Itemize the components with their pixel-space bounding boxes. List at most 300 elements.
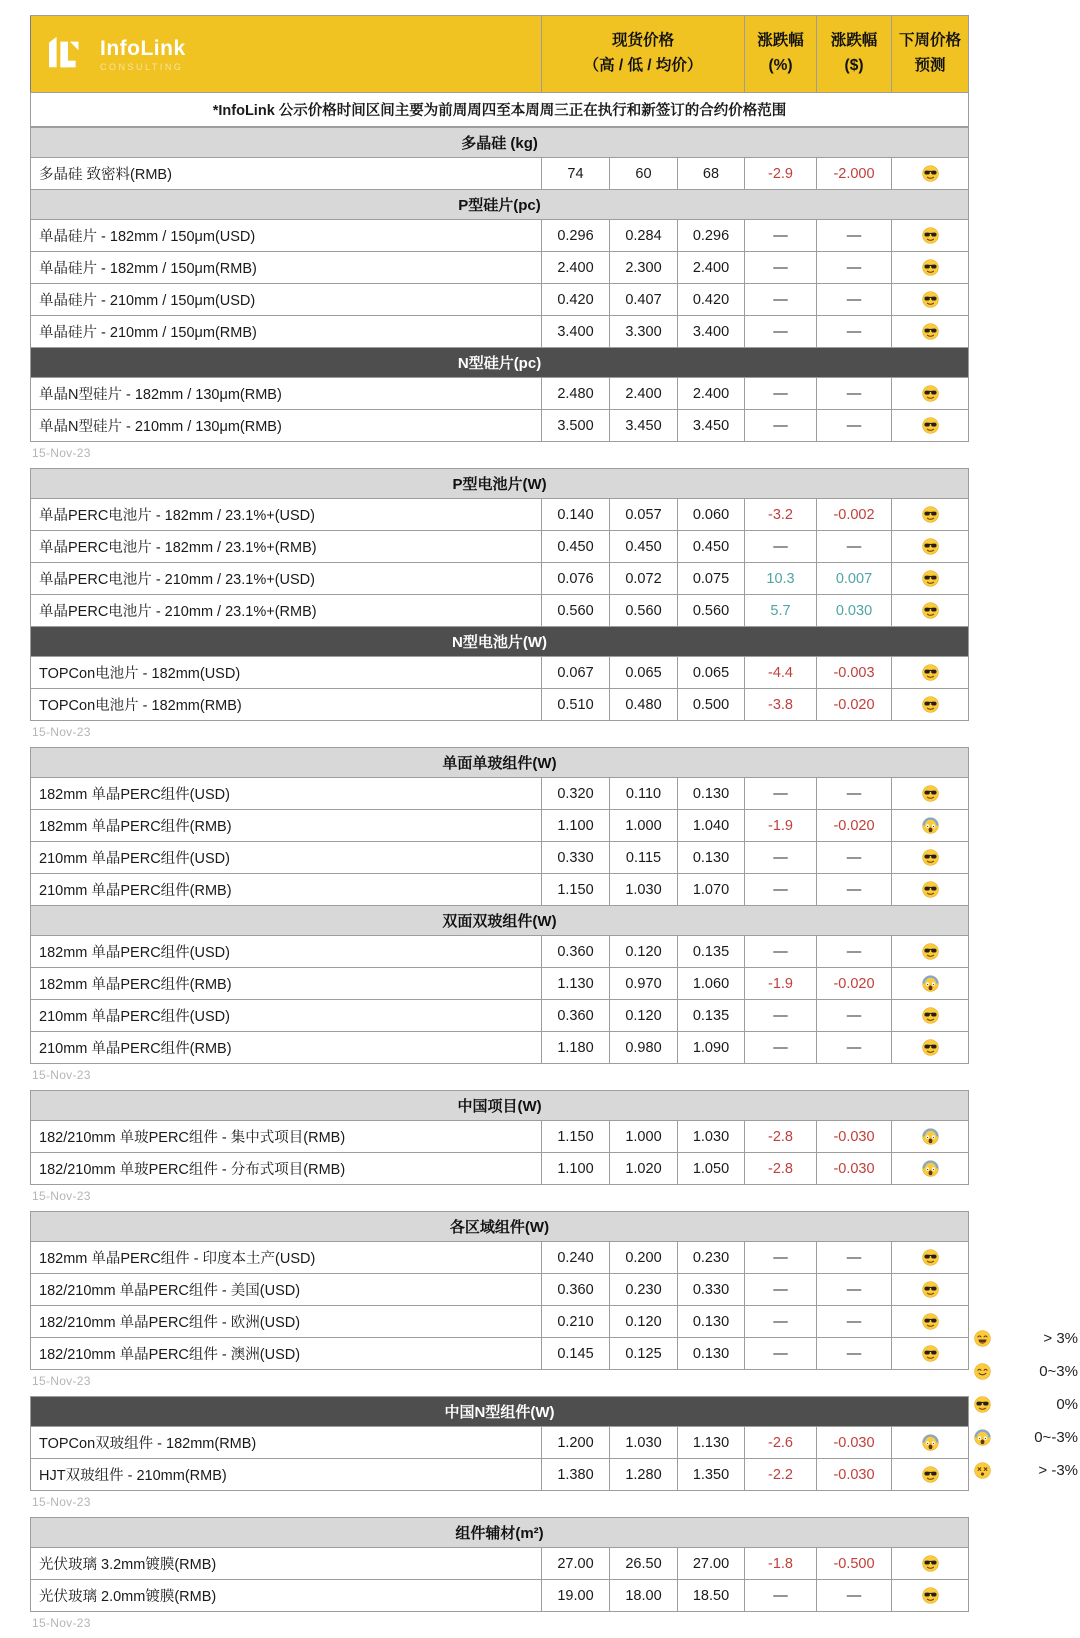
price-low-cell: 0.450: [610, 531, 678, 563]
legend-item: [974, 1355, 1078, 1388]
brand-text: [100, 37, 186, 72]
product-name-cell: 182/210mm 单晶PERC组件 - 美国(USD): [31, 1274, 542, 1306]
price-table-block: [30, 468, 969, 721]
price-low-cell: 0.120: [610, 936, 678, 968]
change-pct-cell: —: [745, 252, 817, 284]
change-usd-cell: —: [817, 1032, 892, 1064]
price-low-cell: 1.280: [610, 1459, 678, 1491]
price-high-cell: 0.296: [542, 220, 610, 252]
date-stamp: 15-Nov-23: [32, 1374, 91, 1388]
change-usd-cell: -0.003: [817, 657, 892, 689]
change-usd-unit: ($): [844, 57, 864, 74]
laugh-face-icon: [974, 1330, 991, 1348]
price-high-cell: 0.145: [542, 1338, 610, 1370]
legend-item: [974, 1388, 1078, 1421]
sunglasses-face-icon: [892, 1000, 969, 1032]
price-high-cell: 1.100: [542, 1153, 610, 1185]
change-usd-cell: —: [817, 1242, 892, 1274]
table-row: [31, 1000, 969, 1032]
price-avg-cell: 0.560: [678, 595, 745, 627]
price-table-block: [30, 127, 969, 442]
price-table-block: [30, 747, 969, 1064]
section-header-row: [31, 627, 969, 657]
price-high-cell: 0.510: [542, 689, 610, 721]
change-pct-cell: —: [745, 531, 817, 563]
product-name-cell: TOPCon电池片 - 182mm(USD): [31, 657, 542, 689]
price-avg-cell: 0.130: [678, 1306, 745, 1338]
change-pct-cell: -2.8: [745, 1121, 817, 1153]
change-pct-cell: —: [745, 284, 817, 316]
product-name-cell: 210mm 单晶PERC组件(USD): [31, 1000, 542, 1032]
change-usd-cell: —: [817, 778, 892, 810]
change-usd-cell: —: [817, 1338, 892, 1370]
change-pct-cell: —: [745, 1242, 817, 1274]
change-usd-cell: —: [817, 936, 892, 968]
sunglasses-face-icon: [892, 220, 969, 252]
price-high-cell: 27.00: [542, 1548, 610, 1580]
table-row: [31, 1153, 969, 1185]
price-avg-cell: 0.230: [678, 1242, 745, 1274]
price-table-block: [30, 1090, 969, 1185]
sunglasses-face-icon: [892, 1338, 969, 1370]
sunglasses-face-icon: [892, 252, 969, 284]
section-title: 组件辅材(m²): [31, 1518, 969, 1548]
price-high-cell: 3.500: [542, 410, 610, 442]
price-low-cell: 0.230: [610, 1274, 678, 1306]
price-high-cell: 0.330: [542, 842, 610, 874]
price-avg-cell: 1.060: [678, 968, 745, 1000]
table-row: [31, 595, 969, 627]
legend-label: 0%: [1056, 1396, 1078, 1413]
sunglasses-face-icon: [892, 1580, 969, 1612]
date-stamp: 15-Nov-23: [32, 446, 91, 460]
product-name-cell: 210mm 单晶PERC组件(RMB): [31, 1032, 542, 1064]
forecast-sublabel: 预测: [914, 57, 946, 74]
table-row: [31, 410, 969, 442]
price-table-block: [30, 1396, 969, 1491]
change-usd-cell: —: [817, 1000, 892, 1032]
table-row: [31, 220, 969, 252]
price-high-cell: 1.130: [542, 968, 610, 1000]
brand-header-row: [31, 16, 969, 93]
price-high-cell: 3.400: [542, 316, 610, 348]
price-avg-cell: 0.330: [678, 1274, 745, 1306]
date-stamp: 15-Nov-23: [32, 1189, 91, 1203]
price-high-cell: 1.100: [542, 810, 610, 842]
price-avg-cell: 0.130: [678, 778, 745, 810]
product-name-cell: TOPCon电池片 - 182mm(RMB): [31, 689, 542, 721]
price-low-cell: 60: [610, 158, 678, 190]
price-avg-cell: 1.030: [678, 1121, 745, 1153]
change-usd-cell: -0.020: [817, 689, 892, 721]
change-usd-label: 涨跌幅: [830, 32, 878, 50]
product-name-cell: 单晶硅片 - 210mm / 150μm(RMB): [31, 316, 542, 348]
price-low-cell: 2.300: [610, 252, 678, 284]
product-name-cell: 光伏玻璃 3.2mm镀膜(RMB): [31, 1548, 542, 1580]
change-pct-cell: -3.2: [745, 499, 817, 531]
spot-price-label: 现货价格: [612, 32, 675, 50]
price-avg-cell: 68: [678, 158, 745, 190]
product-name-cell: 单晶PERC电池片 - 182mm / 23.1%+(RMB): [31, 531, 542, 563]
price-low-cell: 0.115: [610, 842, 678, 874]
product-name-cell: 单晶硅片 - 182mm / 150μm(RMB): [31, 252, 542, 284]
sunglasses-face-icon: [892, 316, 969, 348]
change-pct-cell: -1.9: [745, 810, 817, 842]
price-high-cell: 0.360: [542, 1000, 610, 1032]
product-name-cell: 182/210mm 单晶PERC组件 - 澳洲(USD): [31, 1338, 542, 1370]
change-pct-cell: —: [745, 410, 817, 442]
price-avg-cell: 1.090: [678, 1032, 745, 1064]
price-low-cell: 18.00: [610, 1580, 678, 1612]
sunglasses-face-icon: [892, 378, 969, 410]
product-name-cell: 光伏玻璃 2.0mm镀膜(RMB): [31, 1580, 542, 1612]
change-usd-cell: —: [817, 1580, 892, 1612]
change-usd-cell: -0.002: [817, 499, 892, 531]
forecast-label: 下周价格: [899, 32, 962, 50]
change-usd-cell: —: [817, 842, 892, 874]
sunglasses-face-icon: [892, 1548, 969, 1580]
price-table-block: [30, 1211, 969, 1370]
table-row: [31, 378, 969, 410]
product-name-cell: 210mm 单晶PERC组件(RMB): [31, 874, 542, 906]
product-name-cell: 单晶N型硅片 - 210mm / 130μm(RMB): [31, 410, 542, 442]
table-row: [31, 1274, 969, 1306]
change-usd-cell: -0.030: [817, 1427, 892, 1459]
price-high-cell: 0.140: [542, 499, 610, 531]
change-pct-cell: —: [745, 1338, 817, 1370]
table-row: [31, 1306, 969, 1338]
product-name-cell: 182/210mm 单玻PERC组件 - 分布式项目(RMB): [31, 1153, 542, 1185]
change-pct-cell: —: [745, 1000, 817, 1032]
price-low-cell: 1.020: [610, 1153, 678, 1185]
change-usd-cell: -0.030: [817, 1121, 892, 1153]
section-title: 多晶硅 (kg): [31, 128, 969, 158]
change-usd-cell: -2.000: [817, 158, 892, 190]
table-row: [31, 1427, 969, 1459]
table-row: [31, 778, 969, 810]
table-row: [31, 842, 969, 874]
price-low-cell: 0.480: [610, 689, 678, 721]
price-avg-cell: 0.450: [678, 531, 745, 563]
price-high-cell: 0.360: [542, 936, 610, 968]
price-avg-cell: 0.500: [678, 689, 745, 721]
price-low-cell: 0.125: [610, 1338, 678, 1370]
price-avg-cell: 1.130: [678, 1427, 745, 1459]
change-usd-cell: —: [817, 1274, 892, 1306]
price-high-cell: 0.240: [542, 1242, 610, 1274]
date-stamp: 15-Nov-23: [32, 1068, 91, 1082]
product-name-cell: HJT双玻组件 - 210mm(RMB): [31, 1459, 542, 1491]
scream-face-icon: [892, 1427, 969, 1459]
scream-face-icon: [892, 1153, 969, 1185]
column-header-change-pct: [745, 16, 817, 93]
sunglasses-face-icon: [892, 284, 969, 316]
change-pct-cell: —: [745, 778, 817, 810]
forecast-legend: [974, 1322, 1078, 1487]
column-header-spot-price: [542, 16, 745, 93]
price-avg-cell: 0.065: [678, 657, 745, 689]
table-row: [31, 1032, 969, 1064]
price-avg-cell: 2.400: [678, 252, 745, 284]
change-usd-cell: -0.030: [817, 1153, 892, 1185]
change-usd-cell: -0.020: [817, 810, 892, 842]
price-low-cell: 0.110: [610, 778, 678, 810]
price-low-cell: 0.407: [610, 284, 678, 316]
price-high-cell: 0.210: [542, 1306, 610, 1338]
date-stamp: 15-Nov-23: [32, 1495, 91, 1509]
sunglasses-face-icon: [974, 1396, 991, 1414]
change-pct-cell: —: [745, 1580, 817, 1612]
sunglasses-face-icon: [892, 778, 969, 810]
legend-label: > -3%: [1038, 1462, 1078, 1479]
change-usd-cell: -0.030: [817, 1459, 892, 1491]
table-row: [31, 874, 969, 906]
product-name-cell: 单晶硅片 - 210mm / 150μm(USD): [31, 284, 542, 316]
scream-face-icon: [892, 968, 969, 1000]
change-pct-cell: 5.7: [745, 595, 817, 627]
price-avg-cell: 0.130: [678, 1338, 745, 1370]
change-pct-cell: —: [745, 1274, 817, 1306]
table-row: [31, 284, 969, 316]
price-low-cell: 0.970: [610, 968, 678, 1000]
product-name-cell: 182/210mm 单玻PERC组件 - 集中式项目(RMB): [31, 1121, 542, 1153]
product-name-cell: 单晶PERC电池片 - 210mm / 23.1%+(RMB): [31, 595, 542, 627]
legend-label: > 3%: [1043, 1330, 1078, 1347]
price-avg-cell: 3.400: [678, 316, 745, 348]
scream-face-icon: [892, 810, 969, 842]
price-low-cell: 1.030: [610, 1427, 678, 1459]
price-high-cell: 1.150: [542, 874, 610, 906]
price-low-cell: 1.030: [610, 874, 678, 906]
table-row: [31, 499, 969, 531]
price-high-cell: 0.320: [542, 778, 610, 810]
change-pct-cell: —: [745, 1032, 817, 1064]
infolink-logo-icon: [46, 35, 90, 73]
price-high-cell: 19.00: [542, 1580, 610, 1612]
brand-subtitle: CONSULTING: [100, 61, 184, 72]
price-note: *InfoLink 公示价格时间区间主要为前周周四至本周周三正在执行和新签订的合约价格范围: [31, 93, 969, 127]
change-pct-cell: -1.8: [745, 1548, 817, 1580]
change-usd-cell: —: [817, 252, 892, 284]
price-high-cell: 74: [542, 158, 610, 190]
scream-face-icon: [892, 1121, 969, 1153]
price-avg-cell: 2.400: [678, 378, 745, 410]
price-high-cell: 1.180: [542, 1032, 610, 1064]
sunglasses-face-icon: [892, 657, 969, 689]
price-avg-cell: 3.450: [678, 410, 745, 442]
product-name-cell: 182mm 单晶PERC组件(RMB): [31, 968, 542, 1000]
change-usd-cell: 0.007: [817, 563, 892, 595]
legend-label: 0~3%: [1039, 1363, 1078, 1380]
change-usd-cell: —: [817, 316, 892, 348]
change-usd-cell: —: [817, 284, 892, 316]
product-name-cell: 182mm 单晶PERC组件(RMB): [31, 810, 542, 842]
sunglasses-face-icon: [892, 1306, 969, 1338]
product-name-cell: 单晶PERC电池片 - 182mm / 23.1%+(USD): [31, 499, 542, 531]
table-row: [31, 316, 969, 348]
table-row: [31, 158, 969, 190]
price-avg-cell: 0.420: [678, 284, 745, 316]
infolink-logo: [32, 35, 540, 73]
price-table-block: [30, 1517, 969, 1612]
sunglasses-face-icon: [892, 842, 969, 874]
sunglasses-face-icon: [892, 499, 969, 531]
table-row: [31, 968, 969, 1000]
section-header-row: [31, 748, 969, 778]
header-table: [30, 15, 969, 127]
change-pct-label: 涨跌幅: [757, 32, 804, 50]
section-title: 单面单玻组件(W): [31, 748, 969, 778]
product-name-cell: TOPCon双玻组件 - 182mm(RMB): [31, 1427, 542, 1459]
change-pct-cell: -2.2: [745, 1459, 817, 1491]
sunglasses-face-icon: [892, 410, 969, 442]
change-usd-cell: —: [817, 378, 892, 410]
change-usd-cell: —: [817, 531, 892, 563]
price-high-cell: 1.380: [542, 1459, 610, 1491]
table-row: [31, 657, 969, 689]
price-low-cell: 3.450: [610, 410, 678, 442]
sunglasses-face-icon: [892, 874, 969, 906]
price-avg-cell: 0.060: [678, 499, 745, 531]
price-low-cell: 0.980: [610, 1032, 678, 1064]
price-high-cell: 0.560: [542, 595, 610, 627]
change-usd-cell: —: [817, 874, 892, 906]
price-avg-cell: 27.00: [678, 1548, 745, 1580]
section-header-row: [31, 469, 969, 499]
section-header-row: [31, 1091, 969, 1121]
table-row: [31, 252, 969, 284]
price-high-cell: 0.067: [542, 657, 610, 689]
table-row: [31, 1338, 969, 1370]
change-usd-cell: -0.500: [817, 1548, 892, 1580]
table-row: [31, 531, 969, 563]
scream-face-icon: [974, 1429, 991, 1447]
price-high-cell: 0.076: [542, 563, 610, 595]
section-title: 中国项目(W): [31, 1091, 969, 1121]
product-name-cell: 单晶N型硅片 - 182mm / 130μm(RMB): [31, 378, 542, 410]
sunglasses-face-icon: [892, 595, 969, 627]
price-avg-cell: 1.070: [678, 874, 745, 906]
price-low-cell: 0.065: [610, 657, 678, 689]
change-pct-cell: -2.8: [745, 1153, 817, 1185]
price-low-cell: 0.072: [610, 563, 678, 595]
change-pct-cell: —: [745, 1306, 817, 1338]
price-low-cell: 0.200: [610, 1242, 678, 1274]
price-low-cell: 26.50: [610, 1548, 678, 1580]
price-avg-cell: 0.130: [678, 842, 745, 874]
sunglasses-face-icon: [892, 1459, 969, 1491]
note-row: [31, 93, 969, 127]
product-name-cell: 多晶硅 致密料(RMB): [31, 158, 542, 190]
product-name-cell: 182/210mm 单晶PERC组件 - 欧洲(USD): [31, 1306, 542, 1338]
sunglasses-face-icon: [892, 689, 969, 721]
product-name-cell: 182mm 单晶PERC组件(USD): [31, 936, 542, 968]
dizzy-face-icon: [974, 1462, 991, 1480]
price-high-cell: 2.400: [542, 252, 610, 284]
section-header-row: [31, 1397, 969, 1427]
change-pct-cell: -1.9: [745, 968, 817, 1000]
price-avg-cell: 0.075: [678, 563, 745, 595]
date-stamp: 15-Nov-23: [32, 725, 91, 739]
legend-label: 0~-3%: [1034, 1429, 1078, 1446]
spot-price-sublabel: （高 / 低 / 均价）: [583, 57, 703, 74]
section-title: N型电池片(W): [31, 627, 969, 657]
change-usd-cell: —: [817, 1306, 892, 1338]
legend-item: [974, 1421, 1078, 1454]
price-avg-cell: 1.050: [678, 1153, 745, 1185]
section-title: P型硅片(pc): [31, 190, 969, 220]
change-pct-cell: —: [745, 316, 817, 348]
change-pct-cell: -2.6: [745, 1427, 817, 1459]
column-header-forecast: [892, 16, 969, 93]
price-high-cell: 0.360: [542, 1274, 610, 1306]
sunglasses-face-icon: [892, 1274, 969, 1306]
price-high-cell: 1.200: [542, 1427, 610, 1459]
sunglasses-face-icon: [892, 936, 969, 968]
section-header-row: [31, 348, 969, 378]
table-row: [31, 563, 969, 595]
section-title: 各区域组件(W): [31, 1212, 969, 1242]
section-header-row: [31, 190, 969, 220]
product-name-cell: 182mm 单晶PERC组件 - 印度本土产(USD): [31, 1242, 542, 1274]
price-avg-cell: 0.135: [678, 1000, 745, 1032]
price-low-cell: 0.560: [610, 595, 678, 627]
section-title: N型硅片(pc): [31, 348, 969, 378]
change-pct-cell: —: [745, 378, 817, 410]
price-low-cell: 3.300: [610, 316, 678, 348]
table-row: [31, 936, 969, 968]
date-stamp: 15-Nov-23: [32, 1616, 91, 1630]
price-sheet: [30, 15, 968, 1638]
section-title: P型电池片(W): [31, 469, 969, 499]
section-title: 中国N型组件(W): [31, 1397, 969, 1427]
product-name-cell: 210mm 单晶PERC组件(USD): [31, 842, 542, 874]
smile-face-icon: [974, 1363, 991, 1381]
table-row: [31, 1121, 969, 1153]
sunglasses-face-icon: [892, 1032, 969, 1064]
product-name-cell: 单晶硅片 - 182mm / 150μm(USD): [31, 220, 542, 252]
change-pct-cell: -2.9: [745, 158, 817, 190]
price-high-cell: 0.450: [542, 531, 610, 563]
table-row: [31, 689, 969, 721]
product-name-cell: 182mm 单晶PERC组件(USD): [31, 778, 542, 810]
sunglasses-face-icon: [892, 158, 969, 190]
price-high-cell: 2.480: [542, 378, 610, 410]
table-row: [31, 810, 969, 842]
price-low-cell: 1.000: [610, 810, 678, 842]
price-low-cell: 2.400: [610, 378, 678, 410]
change-pct-cell: —: [745, 220, 817, 252]
product-name-cell: 单晶PERC电池片 - 210mm / 23.1%+(USD): [31, 563, 542, 595]
price-low-cell: 0.120: [610, 1000, 678, 1032]
legend-item: [974, 1454, 1078, 1487]
sunglasses-face-icon: [892, 563, 969, 595]
change-pct-unit: (%): [768, 57, 793, 74]
section-header-row: [31, 1518, 969, 1548]
brand-name: InfoLink: [100, 36, 186, 60]
table-row: [31, 1580, 969, 1612]
change-pct-cell: —: [745, 936, 817, 968]
change-pct-cell: -4.4: [745, 657, 817, 689]
price-avg-cell: 1.040: [678, 810, 745, 842]
change-usd-cell: -0.020: [817, 968, 892, 1000]
change-pct-cell: -3.8: [745, 689, 817, 721]
price-high-cell: 0.420: [542, 284, 610, 316]
table-row: [31, 1242, 969, 1274]
price-table-blocks: [30, 127, 968, 1630]
price-avg-cell: 0.135: [678, 936, 745, 968]
change-usd-cell: —: [817, 220, 892, 252]
